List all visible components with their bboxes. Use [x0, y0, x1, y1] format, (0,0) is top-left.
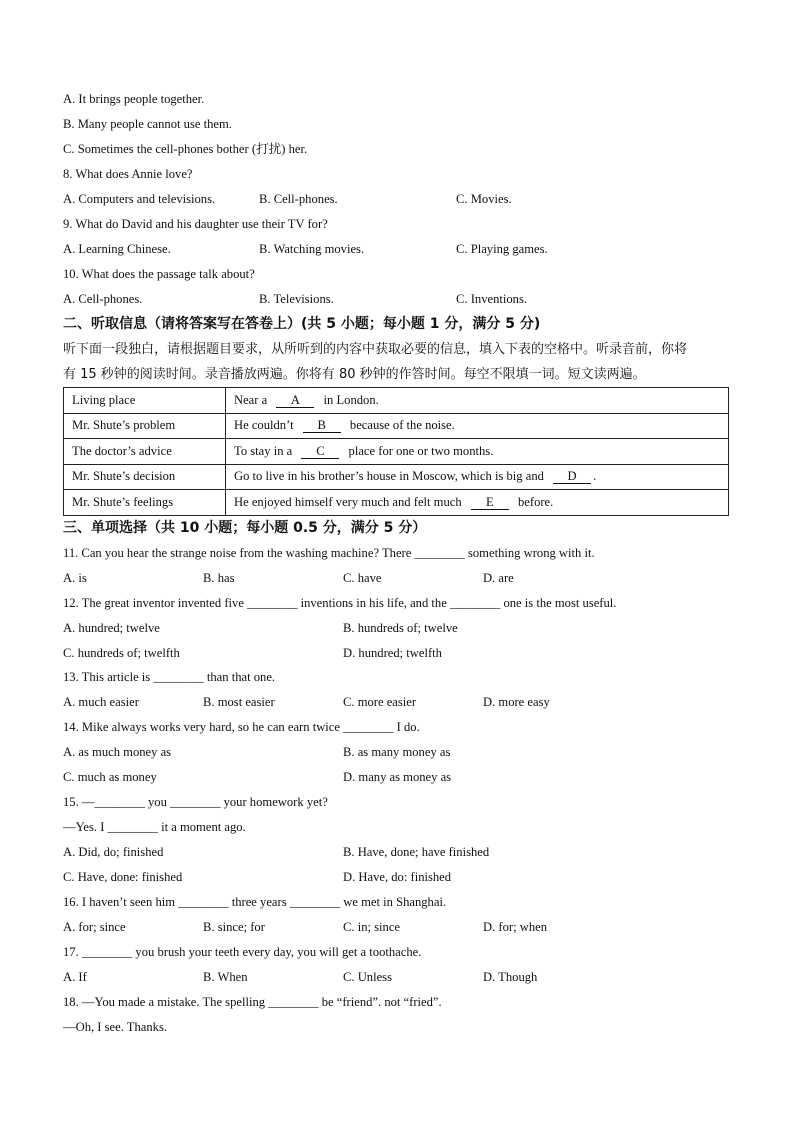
- q11-stem: 11. Can you hear the strange noise from the washing machine? There ________ something wrong with it.: [63, 546, 595, 560]
- q13-stem: 13. This article is ________ than that one.: [63, 670, 276, 684]
- section3-heading: 三、单项选择（共 10 小题；每小题 0.5 分，满分 5 分）: [63, 520, 427, 536]
- section2-instruction-line1: 听下面一段独白，请根据题目要求，从所听到的内容中获取必要的信息，填入下表的空格中。听录音前，你将: [63, 342, 688, 357]
- q14-option-d: D. many as money as: [343, 770, 452, 784]
- q15-option-d: D. Have, do: finished: [343, 870, 452, 884]
- q9-option-c: C. Playing games.: [456, 242, 548, 256]
- row-label: Mr. Shute’s feelings: [64, 490, 226, 516]
- q10-stem: 10. What does the passage talk about?: [63, 267, 255, 281]
- q7-option-b: B. Many people cannot use them.: [63, 117, 232, 131]
- q18-reply: —Oh, I see. Thanks.: [63, 1020, 167, 1034]
- table-row: [64, 413, 729, 439]
- q13-option-b: B. most easier: [203, 695, 275, 709]
- answer-blank-d[interactable]: D: [553, 470, 591, 484]
- q10-option-c: C. Inventions.: [456, 292, 528, 306]
- q8-stem: 8. What does Annie love?: [63, 167, 193, 181]
- q13-option-d: D. more easy: [483, 695, 550, 709]
- section2-heading: 二、听取信息（请将答案写在答卷上）(共 5 小题；每小题 1 分，满分 5 分): [63, 316, 541, 332]
- q11-option-a: A. is: [63, 571, 87, 585]
- row-label: Living place: [64, 388, 226, 414]
- row-content: [226, 490, 729, 516]
- q16-stem: 16. I haven’t seen him ________ three years ________ we met in Shanghai.: [63, 895, 447, 909]
- q7-option-c: C. Sometimes the cell-phones bother (打扰) her.: [63, 142, 308, 156]
- q12-option-a: A. hundred; twelve: [63, 621, 160, 635]
- row-content: [226, 388, 729, 414]
- section2-instruction-line2: 有 15 秒钟的阅读时间。录音播放两遍。你将有 80 秒钟的作答时间。每空不限填一词。短文读两遍。: [63, 367, 646, 382]
- content-before: He couldn’t: [234, 418, 294, 433]
- q8-option-b: B. Cell-phones.: [259, 192, 338, 206]
- row-content: [226, 413, 729, 439]
- q17-option-a: A. If: [63, 970, 87, 984]
- table-row: [64, 464, 729, 490]
- row-label: Mr. Shute’s decision: [64, 464, 226, 490]
- content-before: Go to live in his brother’s house in Moscow, which is big and: [234, 469, 544, 484]
- table-row: [64, 439, 729, 465]
- answer-blank-c[interactable]: C: [301, 445, 339, 459]
- q16-option-b: B. since; for: [203, 920, 265, 934]
- q14-option-b: B. as many money as: [343, 745, 451, 759]
- listening-info-table: [63, 387, 729, 516]
- q12-option-c: C. hundreds of; twelfth: [63, 646, 180, 660]
- answer-blank-e[interactable]: E: [471, 496, 509, 510]
- answer-blank-b[interactable]: B: [303, 419, 341, 433]
- q9-option-b: B. Watching movies.: [259, 242, 365, 256]
- q15-option-b: B. Have, done; have finished: [343, 845, 490, 859]
- q18-stem: 18. —You made a mistake. The spelling ________ be “friend”. not “fried”.: [63, 995, 442, 1009]
- content-after: place for one or two months.: [348, 443, 494, 458]
- q8-option-c: C. Movies.: [456, 192, 512, 206]
- q15-option-c: C. Have, done: finished: [63, 870, 183, 884]
- q14-option-a: A. as much money as: [63, 745, 172, 759]
- q13-option-a: A. much easier: [63, 695, 139, 709]
- content-before: Near a: [234, 392, 268, 407]
- q12-stem: 12. The great inventor invented five ________ inventions in his life, and the ________ one is the most useful.: [63, 596, 617, 610]
- q9-stem: 9. What do David and his daughter use their TV for?: [63, 217, 328, 231]
- content-after: .: [593, 469, 597, 484]
- q17-option-c: C. Unless: [343, 970, 392, 984]
- row-label: The doctor’s advice: [64, 439, 226, 465]
- q16-option-c: C. in; since: [343, 920, 401, 934]
- content-after: because of the noise.: [349, 418, 455, 433]
- q13-option-c: C. more easier: [343, 695, 417, 709]
- q12-option-d: D. hundred; twelfth: [343, 646, 442, 660]
- q8-option-a: A. Computers and televisions.: [63, 192, 216, 206]
- q9-option-a: A. Learning Chinese.: [63, 242, 171, 256]
- q14-stem: 14. Mike always works very hard, so he can earn twice ________ I do.: [63, 720, 420, 734]
- q16-option-a: A. for; since: [63, 920, 126, 934]
- q16-option-d: D. for; when: [483, 920, 548, 934]
- row-content: [226, 439, 729, 465]
- q14-option-c: C. much as money: [63, 770, 157, 784]
- row-label: Mr. Shute’s problem: [64, 413, 226, 439]
- answer-blank-a[interactable]: A: [276, 394, 314, 408]
- q15-stem: 15. —________ you ________ your homework yet?: [63, 795, 328, 809]
- content-after: before.: [517, 494, 554, 509]
- q11-option-d: D. are: [483, 571, 514, 585]
- content-before: He enjoyed himself very much and felt much: [234, 494, 462, 509]
- table-row: [64, 388, 729, 414]
- q12-option-b: B. hundreds of; twelve: [343, 621, 458, 635]
- q15-option-a: A. Did, do; finished: [63, 845, 164, 859]
- q17-option-b: B. When: [203, 970, 248, 984]
- content-after: in London.: [323, 392, 379, 407]
- q7-option-a: A. It brings people together.: [63, 92, 205, 106]
- q11-option-c: C. have: [343, 571, 382, 585]
- content-before: To stay in a: [234, 443, 293, 458]
- table-row: [64, 490, 729, 516]
- q10-option-a: A. Cell-phones.: [63, 292, 143, 306]
- q15-reply: —Yes. I ________ it a moment ago.: [63, 820, 246, 834]
- row-content: [226, 464, 729, 490]
- q10-option-b: B. Televisions.: [259, 292, 334, 306]
- q17-stem: 17. ________ you brush your teeth every day, you will get a toothache.: [63, 945, 422, 959]
- q11-option-b: B. has: [203, 571, 235, 585]
- q17-option-d: D. Though: [483, 970, 538, 984]
